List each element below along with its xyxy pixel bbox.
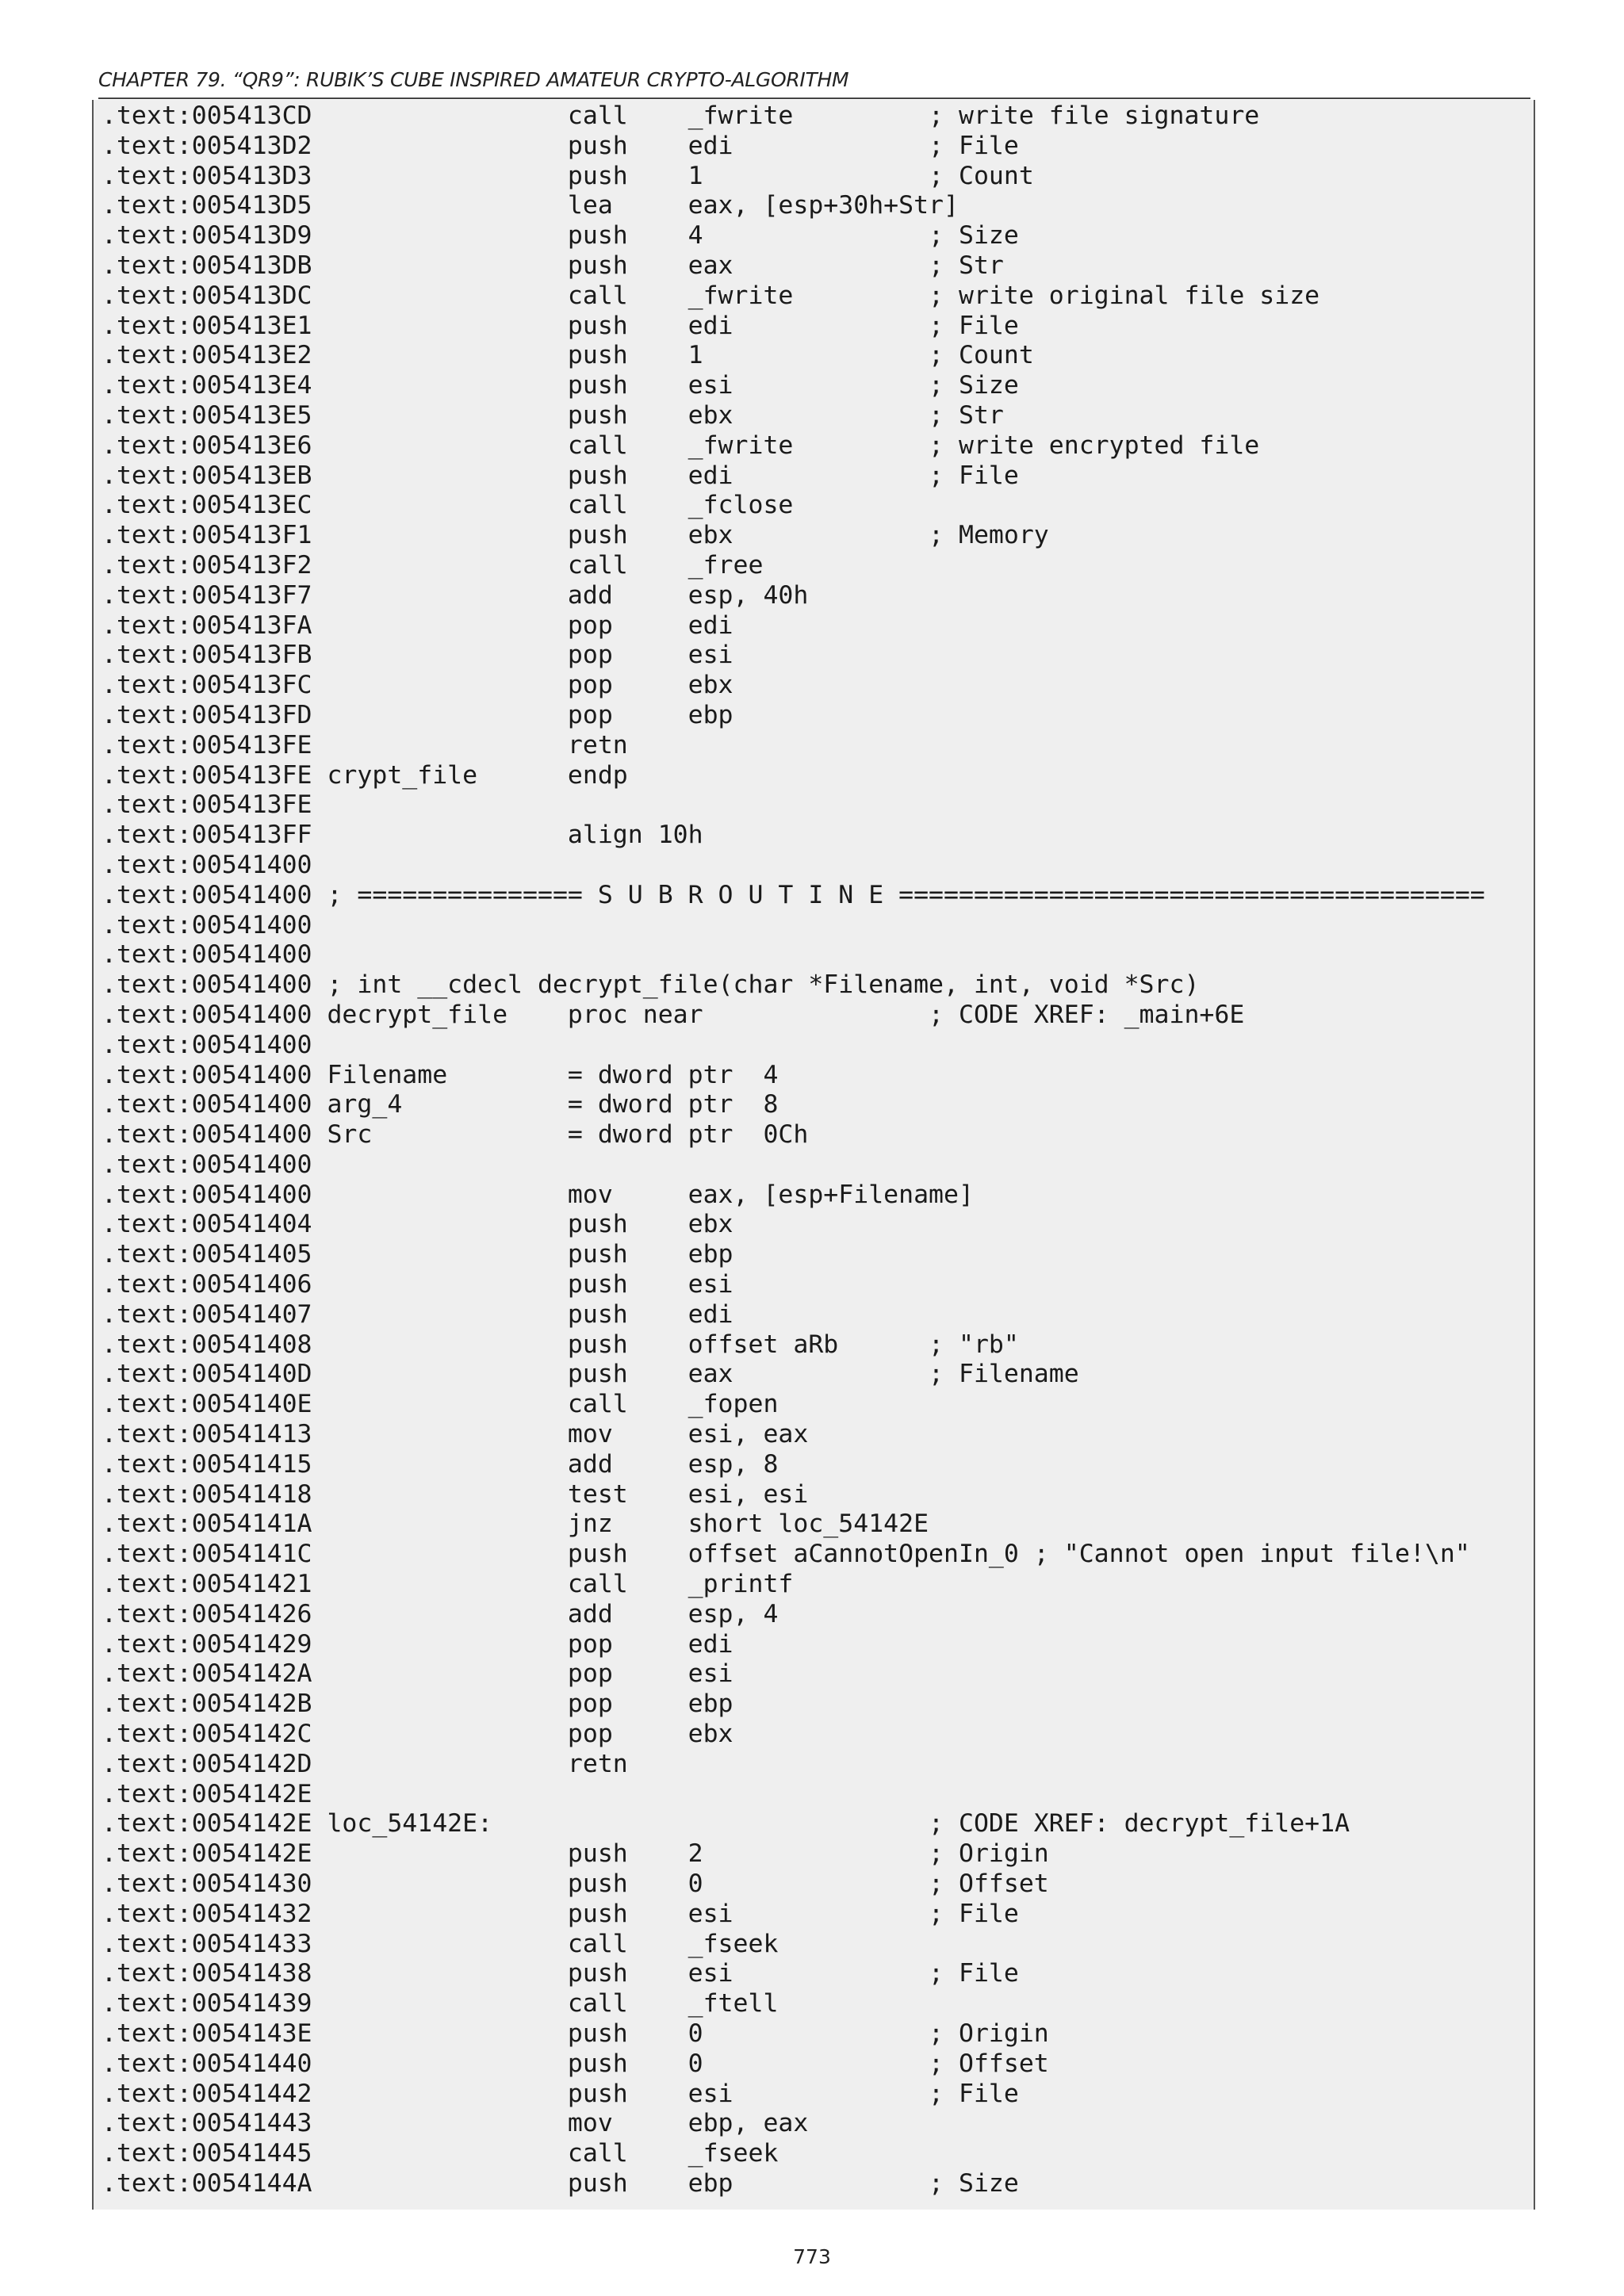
code-line: .text:0054141C push offset aCannotOpenIn_0 ; "Cannot open input file!\n" xyxy=(102,1540,1470,1569)
code-line: .text:00541426 add esp, 4 xyxy=(102,1599,779,1628)
code-line: .text:00541400 ; int __cdecl decrypt_file(char *Filename, int, void *Src) xyxy=(102,970,1200,1000)
code-line: .text:005413DB push eax ; Str xyxy=(102,251,1004,280)
code-line: .text:005413FA pop edi xyxy=(102,610,733,640)
code-line: .text:0054143E push 0 ; Origin xyxy=(102,2019,1049,2048)
code-line: .text:00541421 call _printf xyxy=(102,1570,794,1599)
code-line: .text:00541429 pop edi xyxy=(102,1629,733,1659)
code-line: .text:00541400 xyxy=(102,1030,312,1059)
code-line: .text:005413FE retn xyxy=(102,730,628,760)
code-line: .text:005413FB pop esi xyxy=(102,641,733,670)
code-line: .text:005413E2 push 1 ; Count xyxy=(102,341,1034,370)
page-number: 773 xyxy=(793,2245,831,2268)
code-line: .text:00541445 call _fseek xyxy=(102,2139,779,2168)
code-line: .text:005413FE crypt_file endp xyxy=(102,760,628,790)
code-line: .text:00541400 mov eax, [esp+Filename] xyxy=(102,1180,974,1209)
code-line: .text:00541442 push esi ; File xyxy=(102,2079,1019,2108)
code-line: .text:005413EB push edi ; File xyxy=(102,461,1019,490)
code-line: .text:00541400 xyxy=(102,850,312,879)
code-line: .text:0054142E xyxy=(102,1779,312,1808)
code-line: .text:005413D3 push 1 ; Count xyxy=(102,161,1034,190)
code-line: .text:005413F2 call _free xyxy=(102,550,764,580)
code-line: .text:005413DC call _fwrite ; write original file size xyxy=(102,281,1320,310)
code-lines-container xyxy=(102,101,1526,2199)
code-line: .text:005413EC call _fclose xyxy=(102,491,794,520)
code-line: .text:0054140D push eax ; Filename xyxy=(102,1360,1079,1389)
code-line: .text:00541400 ; =============== S U B R O U T I N E ======================================= xyxy=(102,880,1485,909)
code-line: .text:0054142D retn xyxy=(102,1749,628,1778)
code-line: .text:0054141A jnz short loc_54142E xyxy=(102,1510,929,1539)
code-line: .text:00541407 push edi xyxy=(102,1299,733,1329)
code-line: .text:0054142A pop esi xyxy=(102,1659,733,1689)
code-line: .text:005413F1 push ebx ; Memory xyxy=(102,521,1049,550)
code-line: .text:005413FD pop ebp xyxy=(102,700,733,729)
code-line: .text:00541443 mov ebp, eax xyxy=(102,2109,809,2138)
code-line: .text:00541400 decrypt_file proc near ; CODE XREF: _main+6E xyxy=(102,1000,1245,1029)
code-line: .text:0054142B pop ebp xyxy=(102,1689,733,1719)
code-line: .text:0054140E call _fopen xyxy=(102,1390,779,1419)
code-line: .text:00541432 push esi ; File xyxy=(102,1899,1019,1928)
code-line: .text:00541440 push 0 ; Offset xyxy=(102,2049,1049,2078)
code-line: .text:005413CD call _fwrite ; write file signature xyxy=(102,101,1260,130)
code-line: .text:00541400 Src = dword ptr 0Ch xyxy=(102,1120,809,1150)
header-divider xyxy=(98,98,1530,99)
code-line: .text:005413FF align 10h xyxy=(102,821,703,850)
code-line: .text:00541400 Filename = dword ptr 4 xyxy=(102,1060,779,1089)
code-line: .text:0054144A push ebp ; Size xyxy=(102,2168,1019,2198)
code-line: .text:00541400 xyxy=(102,940,312,970)
code-line: .text:0054142E push 2 ; Origin xyxy=(102,1839,1049,1869)
code-line: .text:00541418 test esi, esi xyxy=(102,1479,809,1509)
code-line: .text:005413D2 push edi ; File xyxy=(102,131,1019,160)
code-line: .text:00541404 push ebx xyxy=(102,1210,733,1239)
code-line: .text:00541405 push ebp xyxy=(102,1240,733,1269)
code-line: .text:00541406 push esi xyxy=(102,1270,733,1299)
code-line: .text:00541433 call _fseek xyxy=(102,1929,779,1958)
code-line: .text:00541400 xyxy=(102,1150,312,1179)
chapter-header: CHAPTER 79. “QR9”: RUBIK’S CUBE INSPIRED AMATEUR CRYPTO-ALGORITHM xyxy=(98,68,849,91)
code-line: .text:005413F7 add esp, 40h xyxy=(102,580,809,610)
code-line: .text:005413E6 call _fwrite ; write encrypted file xyxy=(102,430,1260,460)
code-line: .text:00541408 push offset aRb ; "rb" xyxy=(102,1330,1019,1359)
code-line: .text:005413FC pop ebx xyxy=(102,671,733,700)
code-line: .text:00541430 push 0 ; Offset xyxy=(102,1869,1049,1899)
code-line: .text:00541439 call _ftell xyxy=(102,1989,779,2019)
code-listing xyxy=(92,100,1535,2210)
code-line: .text:005413E1 push edi ; File xyxy=(102,311,1019,340)
code-line: .text:0054142E loc_54142E: ; CODE XREF: decrypt_file+1A xyxy=(102,1809,1350,1839)
code-line: .text:00541400 xyxy=(102,910,312,939)
code-line: .text:005413FE xyxy=(102,790,312,820)
code-line: .text:005413E4 push esi ; Size xyxy=(102,371,1019,400)
code-line: .text:00541415 add esp, 8 xyxy=(102,1449,779,1479)
code-line: .text:005413D9 push 4 ; Size xyxy=(102,221,1019,251)
code-line: .text:005413E5 push ebx ; Str xyxy=(102,400,1004,430)
code-line: .text:00541413 mov esi, eax xyxy=(102,1420,809,1449)
code-line: .text:00541438 push esi ; File xyxy=(102,1959,1019,1988)
code-line: .text:00541400 arg_4 = dword ptr 8 xyxy=(102,1090,779,1119)
code-line: .text:0054142C pop ebx xyxy=(102,1720,733,1749)
code-line: .text:005413D5 lea eax, [esp+30h+Str] xyxy=(102,191,959,220)
